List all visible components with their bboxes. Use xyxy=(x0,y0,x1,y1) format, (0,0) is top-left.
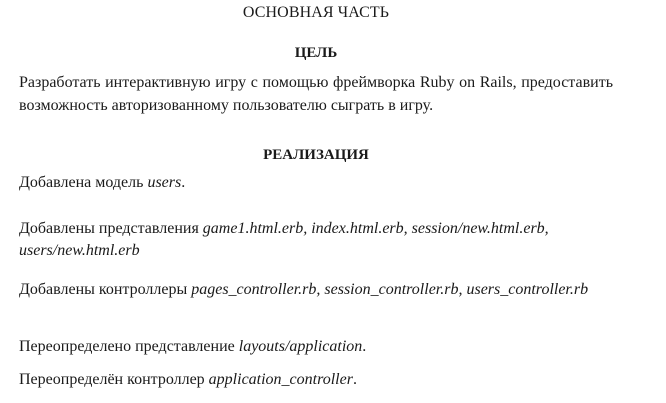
controllers-paragraph xyxy=(19,279,619,301)
goal-heading: ЦЕЛЬ xyxy=(294,45,338,61)
controllers-list: pages_controller.rb, session_controller.rb, users_controller.rb xyxy=(191,281,589,298)
override-controller-suffix: . xyxy=(352,371,357,388)
model-suffix: . xyxy=(181,174,186,191)
implementation-heading: РЕАЛИЗАЦИЯ xyxy=(263,147,369,163)
override-view-suffix: . xyxy=(362,338,367,355)
model-name: users xyxy=(147,174,182,191)
override-view-prefix: Переопределено представление xyxy=(19,338,239,355)
override-controller-prefix: Переопределён контроллер xyxy=(19,371,209,388)
override-controller-name: application_controller xyxy=(208,371,353,388)
override-view-name: layouts/application xyxy=(238,338,363,355)
views-paragraph xyxy=(19,218,619,262)
views-list: game1.html.erb, index.html.erb, session/new.html.erb, users/new.html.erb xyxy=(19,220,549,259)
controllers-prefix: Добавлены контроллеры xyxy=(19,281,192,298)
views-prefix: Добавлены представления xyxy=(19,220,203,237)
goal-paragraph: Разработать интерактивную игру с помощью фреймворка Ruby on Rails, предоставить возможность авторизованному пользователю сыграть в игру. xyxy=(19,74,613,114)
override-controller-paragraph xyxy=(19,369,619,391)
model-prefix: Добавлена модель xyxy=(19,174,148,191)
document-title: ОСНОВНАЯ ЧАСТЬ xyxy=(242,4,390,21)
override-view-paragraph xyxy=(19,336,619,358)
model-paragraph xyxy=(19,172,619,194)
